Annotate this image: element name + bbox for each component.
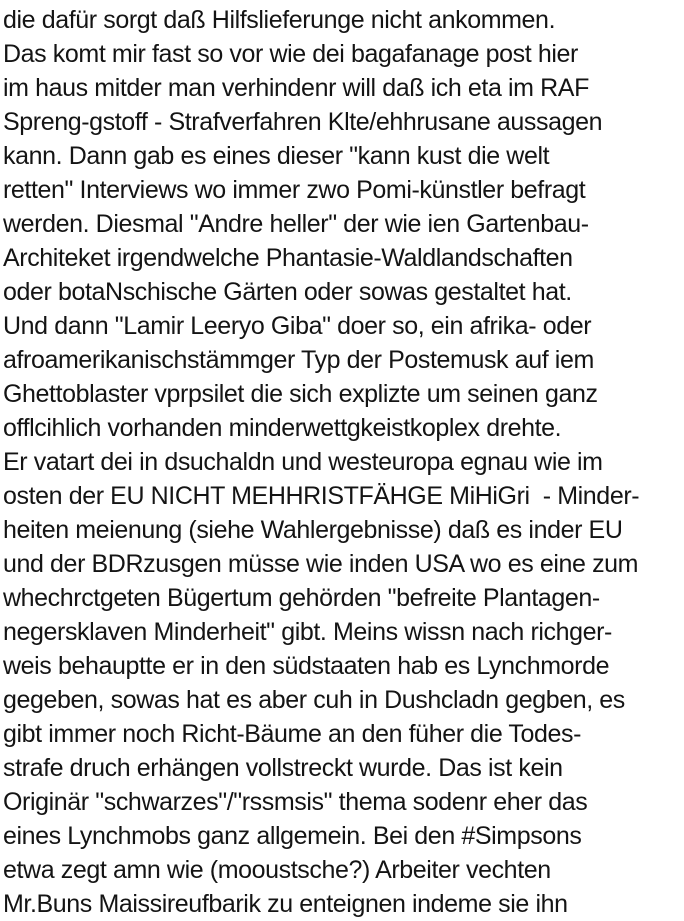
text-line: retten" Interviews wo immer zwo Pomi-künstler befragt (3, 176, 586, 204)
text-line: werden. Diesmal "Andre heller" der wie ien Gartenbau- (3, 210, 589, 238)
text-line: osten der EU NICHT MEHHRISTFÄHGE MiHiGri - Minder- (3, 482, 640, 510)
text-line: whechrctgeten Bügertum gehörden "befreite Plantagen- (3, 584, 600, 612)
text-line: gegeben, sowas hat es aber cuh in Dushcladn gegben, es (3, 686, 625, 714)
text-line: etwa zegt amn wie (mooustsche?) Arbeiter vechten (3, 856, 551, 884)
text-line: Das komt mir fast so vor wie dei bagafanage post hier (3, 40, 578, 68)
text-line: kann. Dann gab es eines dieser "kann kust die welt (3, 142, 550, 170)
text-line: Er vatart dei in dsuchaldn und westeuropa egnau wie im (3, 448, 603, 476)
text-line: gibt immer noch Richt-Bäume an den füher die Todes- (3, 720, 582, 748)
text-line: Mr.Buns Maissireufbarik zu enteignen indeme sie ihn (3, 890, 568, 918)
text-line: heiten meienung (siehe Wahlergebnisse) daß es inder EU (3, 516, 623, 544)
text-line: afroamerikanischstämmger Typ der Postemusk auf iem (3, 346, 594, 374)
text-line: oder botaNschische Gärten oder sowas gestaltet hat. (3, 278, 572, 306)
text-line: Und dann "Lamir Leeryo Giba" doer so, ein afrika- oder (3, 312, 592, 340)
text-line: im haus mitder man verhindenr will daß ich eta im RAF (3, 74, 589, 102)
text-line: strafe druch erhängen vollstreckt wurde. Das ist kein (3, 754, 563, 782)
text-line: eines Lynchmobs ganz allgemein. Bei den #Simpsons (3, 822, 582, 850)
text-line: negersklaven Minderheit" gibt. Meins wissn nach richger- (3, 618, 612, 646)
text-line: Ghettoblaster vprpsilet die sich explizte um seinen ganz (3, 380, 598, 408)
text-line: Originär "schwarzes"/"rssmsis" thema sodenr eher das (3, 788, 588, 816)
text-line: Architeket irgendwelche Phantasie-Waldlandschaften (3, 244, 573, 272)
text-line: weis behauptte er in den südstaaten hab es Lynchmorde (3, 652, 610, 680)
text-line: offlcihlich vorhanden minderwettgkeistkoplex drehte. (3, 414, 562, 442)
text-line: Spreng-gstoff - Strafverfahren Klte/ehhrusane aussagen (3, 108, 603, 136)
text-line: die dafür sorgt daß Hilfslieferunge nicht ankommen. (3, 6, 556, 34)
text-line: und der BDRzusgen müsse wie inden USA wo es eine zum (3, 550, 639, 578)
